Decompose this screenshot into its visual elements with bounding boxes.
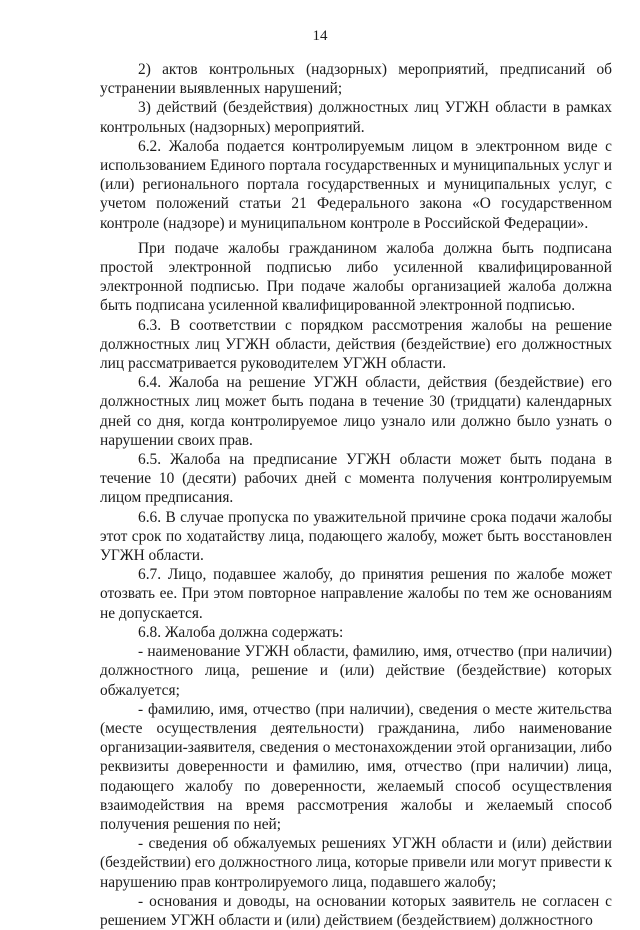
document-body xyxy=(100,60,612,930)
list-item-grounds: - основания и доводы, на основании которых заявитель не согласен с решением УГЖН области и (или) действием (бездействием) должностного xyxy=(100,892,612,929)
paragraph-item-2: 2) актов контрольных (надзорных) мероприятий, предписаний об устранении выявленных нарушений; xyxy=(100,61,612,98)
list-item-contested-decisions: - сведения об обжалуемых решениях УГЖН области и (или) действии (бездействии) его должностного лица, которые привели или могут привести к нарушению прав контролируемого лица, подавшего жалобу; xyxy=(100,835,612,891)
list-item-applicant-details: - фамилию, имя, отчество (при наличии), сведения о месте жительства (месте осуществления деятельности) гражданина, либо наименование организации-заявителя, сведения о местонахождении этой организации, либо реквизиты доверенности и фамилию, имя, отчество (при наличии) лица, подающего жалобу по доверенности, желаемый способ осуществления взаимодействия на время рассмотрения жалобы и желаемый способ получения решения по ней; xyxy=(100,700,612,833)
paragraph-6-8: 6.8. Жалоба должна содержать: xyxy=(138,623,344,641)
paragraph-signature-requirements: При подаче жалобы гражданином жалоба должна быть подписана простой электронной подписью либо усиленной квалифицированной электронной подписью. При подаче жалобы организацией жалоба должна быть подписана усиленной квалифицированной электронной подписью. xyxy=(100,239,612,315)
paragraph-6-2: 6.2. Жалоба подается контролируемым лицом в электронном виде с использованием Единого портала государственных и муниципальных услуг и (или) регионального портала государственных и муниципальных услуг, с учетом положений статьи 21 Федерального закона «О государственном контроле (надзоре) и муниципальном контроле в Российской Федерации». xyxy=(100,137,612,232)
list-item-authority-name: - наименование УГЖН области, фамилию, имя, отчество (при наличии) должностного лица, решение и (или) действие (бездействие) которых обжалуется; xyxy=(100,643,612,699)
paragraph-item-3: 3) действий (бездействия) должностных лиц УГЖН области в рамках контрольных (надзорных) мероприятий. xyxy=(100,99,612,136)
page-number: 14 xyxy=(312,28,328,44)
paragraph-6-5: 6.5. Жалоба на предписание УГЖН области может быть подана в течение 10 (десяти) рабочих дней с момента получения контролируемым лицом предписания. xyxy=(100,451,612,507)
paragraph-6-7: 6.7. Лицо, подавшее жалобу, до принятия решения по жалобе может отозвать ее. При этом повторное направление жалобы по тем же основаниям не допускается. xyxy=(100,566,612,622)
paragraph-6-6: 6.6. В случае пропуска по уважительной причине срока подачи жалобы этот срок по ходатайству лица, подающего жалобу, может быть восстановлен УГЖН области. xyxy=(100,508,612,565)
paragraph-6-4: 6.4. Жалоба на решение УГЖН области, действия (бездействие) его должностных лиц может быть подана в течение 30 (тридцати) календарных дней со дня, когда контролируемое лицо узнало или должно было узнать о нарушении своих прав. xyxy=(100,374,612,449)
paragraph-6-3: 6.3. В соответствии с порядком рассмотрения жалобы на решение должностных лиц УГЖН области, действия (бездействие) его должностных лиц рассматривается руководителем УГЖН области. xyxy=(100,316,612,373)
